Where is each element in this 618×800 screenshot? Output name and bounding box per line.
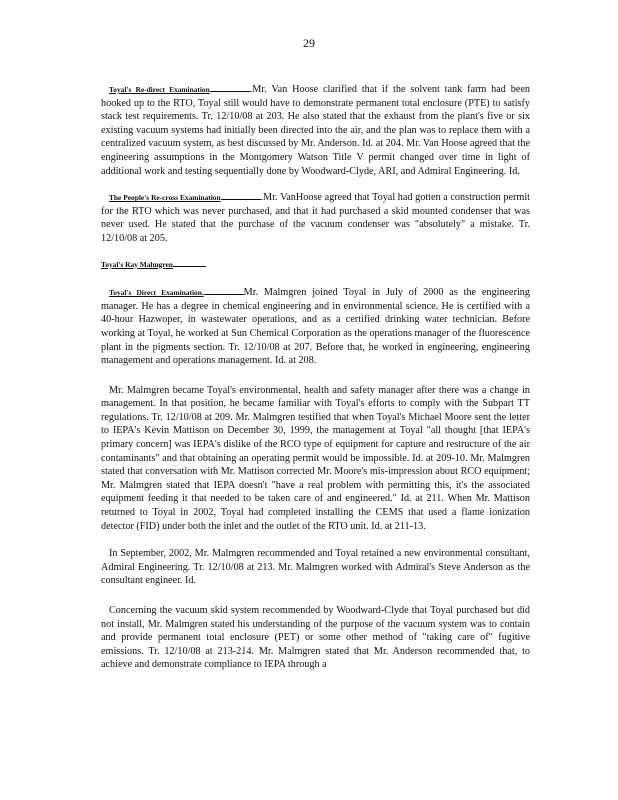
body-paragraph: Mr. Malmgren became Toyal's environmental, health and safety manager after there was a change in management. In that position, he became familiar with Toyal's efforts to comply with the Subpart TT regulations. Tr. 12/10/08 at 209. Mr. Malmgren testified that when Toyal's Michael Moore sent the letter to IEPA's Kevin Mattison on December 30, 1999, the management at Toyal "all thought [that IEPA's primary concern] was IEPA's dislike of the RCO type of equipment for capture and restructure of the air contaminants" and that obtaining an operating permit would be impossible. Id. at 209-10. Mr. Malmgren stated that conversation with Mr. Mattison corrected Mr. Moore's mis-impression about RCO equipment; Mr. Malmgren stated that IEPA doesn't "have a real problem with permitting this, it's the associated equipment feeding it that needed to be taken care of and engineered." Id. at 211. When Mr. Mattison returned to Toyal in 2002, Toyal had completed installing the CEMS that used a flame ionization detector (FID) under both the inlet and the outlet of the RTO unit. Id. at 211-13. xyxy=(101,384,530,532)
heading-rule xyxy=(173,259,206,267)
document-body xyxy=(101,72,530,672)
direct-text: Mr. Malmgren joined Toyal in July of 2000 as the engineering manager. He has a degree in chemical engineering and in environmental science. He is certified with a 40-hour Hazwoper, in wastewater operations, and as a certified drinking water technician. Before working at Toyal, he worked at Sun Chemical Corporation as the operations manager of the fluorescence plant in the pigments section. Tr. 12/10/08 at 207. Before that, he worked in engineering, engineering management and operations management. Id. at 208. xyxy=(101,287,530,367)
redirect-heading: Toyal's Re-direct Examination xyxy=(109,85,210,94)
recross-heading: The People's Re-cross Examination xyxy=(109,193,221,203)
heading-rule xyxy=(210,84,250,92)
redirect-text: .Mr. Van Hoose clarified that if the solvent tank farm had been hooked up to the RTO, Toyal still would have to demonstrate permanent total enclosure (PTE) to satisfy stack test requirements. Tr. 12/10/08 at 203. He also stated that the exhaust from the plant's five or six existing vacuum systems had initially been directed into the air, and the plan was to replace them with a centralized vacuum system, as best discussed by Mr. Anderson. Id. at 204. Mr. Van Hoose agreed that the engineering assumptions in the Montgomery Watson Title V permit changed over time in light of additional work and testing sequentially done by Woodward-Clyde, ARI, and Admiral Engineering. Id. xyxy=(101,84,530,177)
witness-heading-text: Toyal's Ray Malmgren xyxy=(101,259,173,269)
heading-rule xyxy=(221,192,261,200)
direct-paragraph xyxy=(101,286,530,368)
page-number: 29 xyxy=(303,36,315,50)
witness-heading xyxy=(101,258,530,272)
recross-text: .Mr. VanHoose agreed that Toyal had gotten a construction permit for the RTO which was never purchased, and that it had purchased a skid mounted condenser that was never used. He stated that the purchase of the vacuum condenser was "absolutely" a mistake. Tr. 12/10/08 at 205. xyxy=(101,192,530,244)
direct-heading: Toyal's Direct Examination. xyxy=(109,288,204,298)
recross-paragraph xyxy=(101,191,530,245)
redirect-paragraph xyxy=(101,83,530,178)
heading-rule xyxy=(204,287,244,295)
body-paragraph: Concerning the vacuum skid system recommended by Woodward-Clyde that Toyal purchased but did not install, Mr. Malmgren stated his understanding of the purpose of the vacuum system was to contain and provide permanent total enclosure (PET) or some other method of "taking care of" fugitive emissions. Tr. 12/10/08 at 213-214. Mr. Malmgren stated that Mr. Anderson recommended that, to achieve and demonstrate compliance to IEPA through a xyxy=(101,605,530,671)
body-paragraph: In September, 2002, Mr. Malmgren recommended and Toyal retained a new environmental consultant, Admiral Engineering. Tr. 12/10/08 at 213. Mr. Malmgren worked with Admiral's Steve Anderson as the consultant engineer. Id. xyxy=(101,548,530,587)
